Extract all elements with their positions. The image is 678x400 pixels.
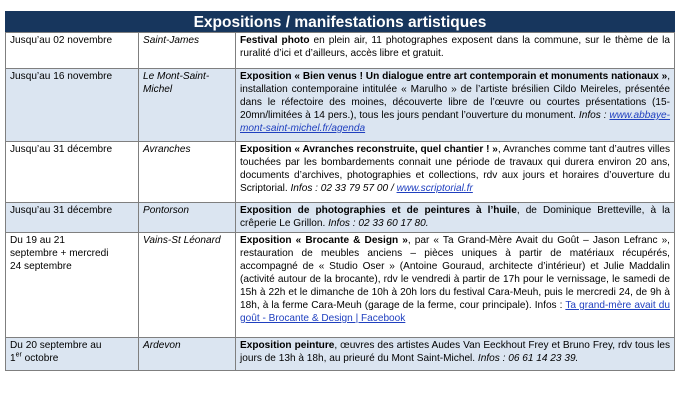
event-date — [6, 233, 139, 338]
event-link[interactable]: www.abbaye-mont-saint-michel.fr/agenda — [240, 110, 671, 134]
event-date-line: 24 septembre — [10, 261, 72, 272]
event-title: Festival photo — [240, 35, 310, 46]
event-description — [236, 233, 675, 338]
event-text: , par « Ta Grand-Mère Avait du Goût – Jason Lefranc », restauration de meubles anciens – pièces uniques à partir de matériaux récupérés, accompagné de « Studio Oser » (Antoine Gouraud, architecte d’intérieur) et Julie Maddalin (activité autour de la brocante), rdv le vendredi à partir de 17h pour le vernissage, le samedi de 15h à 22h et le dimanche de 10h à 20h lors du festival Cara-Meuh, puis le mercredi 24, de 9h à 18h, à la ferme Cara-Meuh (garage de la ferme, cour principale). Infos : — [240, 235, 670, 311]
event-title: Exposition « Brocante & Design » — [240, 235, 408, 246]
event-text: , installation contemporaine intitulée « Marulho » de l’artiste brésilien Cildo Meireles, présentée dans le réfectoire des moines, découverte libre de l’œuvre ou courtes présentations (15-20mn/limitées à 14 pers.), tous les jours pendant l’ouverture du monument. — [240, 71, 670, 121]
event-place: Avranches — [139, 142, 236, 203]
event-text: , Avranches comme tant d’autres villes touchées par les bombardements connait une période de travaux qui durera environ 20 ans, documents d’archives, photographies et collections, rdv aux jours et horaires d’ouverture du Scriptorial. — [240, 144, 670, 194]
event-date: Jusqu’au 02 novembre — [6, 33, 139, 69]
table-row — [6, 233, 675, 338]
events-table — [5, 32, 675, 371]
event-text: , de Dominique Bretteville, à la crêperie Le Grillon. — [240, 205, 670, 229]
event-place: Ardevon — [139, 338, 236, 371]
event-date — [6, 338, 139, 371]
event-date: Jusqu’au 16 novembre — [6, 69, 139, 142]
event-date: Jusqu’au 31 décembre — [6, 203, 139, 233]
event-description — [236, 338, 675, 371]
event-description — [236, 142, 675, 203]
table-row — [6, 338, 675, 371]
event-place: Le Mont-Saint-Michel — [139, 69, 236, 142]
table-row — [6, 33, 675, 69]
event-text: en plein air, 11 photographes exposent dans la commune, sur le thème de la ruralité d’ici et d’ailleurs, accès libre et gratuit. — [240, 35, 671, 59]
event-title: Exposition « Bien venus ! Un dialogue entre art contemporain et monuments nationaux » — [240, 71, 668, 82]
event-text: , œuvres des artistes Audes Van Eeckhout Frey et Bruno Frey, rdv tous les jours de 13h à 18h, au prieuré du Mont Saint-Michel. — [240, 340, 670, 364]
event-date: Jusqu’au 31 décembre — [6, 142, 139, 203]
table-row — [6, 69, 675, 142]
exhibitions-panel — [5, 11, 675, 371]
event-description — [236, 203, 675, 233]
event-date-num: 1 — [10, 353, 16, 364]
table-row — [6, 142, 675, 203]
event-description — [236, 33, 675, 69]
event-date-line: Du 19 au 21 — [10, 235, 65, 246]
event-link[interactable]: Ta grand-mère avait du goût - Brocante & Design | Facebook — [240, 300, 671, 324]
event-place: Saint-James — [139, 33, 236, 69]
event-date-sup: er — [15, 351, 22, 359]
event-place: Vains-St Léonard — [139, 233, 236, 338]
event-place: Pontorson — [139, 203, 236, 233]
event-date-line: septembre + mercredi — [10, 248, 109, 259]
event-infos: Infos : — [578, 110, 610, 121]
event-infos: Infos : 02 33 60 17 80. — [328, 218, 429, 229]
event-date-line: Du 20 septembre au — [10, 340, 102, 351]
event-title: Exposition peinture — [240, 340, 335, 351]
table-row — [6, 203, 675, 233]
event-title: Exposition de photographies et de peintures à l’huile — [240, 205, 517, 216]
event-description — [236, 69, 675, 142]
section-title: Expositions / manifestations artistiques — [5, 11, 675, 32]
event-date-rest: octobre — [21, 353, 59, 364]
event-link[interactable]: www.scriptorial.fr — [396, 183, 473, 194]
event-title: Exposition « Avranches reconstruite, quel chantier ! » — [240, 144, 498, 155]
event-infos: Infos : 06 61 14 23 39. — [477, 353, 579, 364]
event-infos: Infos : 02 33 79 57 00 / — [290, 183, 397, 194]
